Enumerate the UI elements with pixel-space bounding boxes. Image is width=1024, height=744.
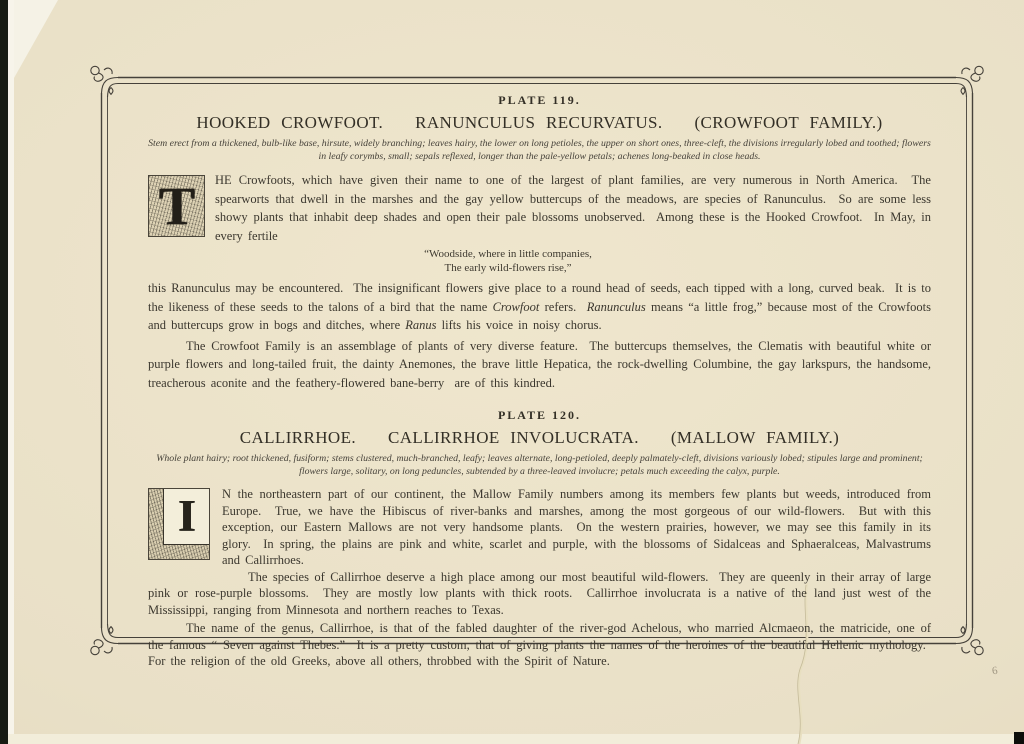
text-segment-italic: Ranus	[405, 318, 437, 332]
plate-119-label: PLATE 119.	[498, 93, 581, 107]
plate-119-botanical-description: Stem erect from a thickened, bulb-like base, hirsute, widely branching; leaves hairy, the lower on long petioles, the upper on short ones, three-cleft, the divisions irregularly lobed and toothed; flowers in leafy corymbs, small; sepals reflexed, longer than the pale-yellow petals; achenes long-beaked in close heads.	[148, 138, 931, 162]
text-column	[148, 93, 931, 670]
dropcap-t-woodcut-icon	[148, 175, 205, 237]
dropcap-panel	[163, 489, 209, 545]
text-segment: lifts his voice in noisy chorus.	[436, 318, 602, 332]
quote-line-2: The early wild-flowers rise,”	[444, 261, 572, 274]
text-segment: N the northeastern part of our continent, the Mallow Family numbers among its members few plants but weeds, introduced from Europe. True, we have the Hibiscus of river-banks and marshes, among the most gorgeous of our wild-flowers. But with this exception, our Eastern Mallows are not very handsome plants. On the western prairies, however, we may see this family in its glory. In spring, the plains are pink and white, scarlet and purple, with the blossoms of Sidalceas and Sphaeralceas, Malvastrums and Callirrhoes.	[222, 487, 931, 567]
text-segment: HE Crowfoots, which have given their name to one of the largest of plant families, are very numerous in North America. The spearworts that dwell in the marshes and the gay yellow buttercups of the meadows, are species of Ranunculus. So are some less showy plants that inhabit deep shades and open their pale blossoms unobserved. Among these is the Hooked Crowfoot. In May, in every fertile	[215, 173, 931, 243]
dropcap-letter: T	[158, 176, 195, 236]
text-segment-italic: Ranunculus	[586, 299, 646, 314]
plate-119-title: HOOKED CROWFOOT. RANUNCULUS RECURVATUS. (CROWFOOT FAMILY.)	[196, 113, 883, 132]
verse-quote	[328, 248, 688, 275]
plate-120-label: PLATE 120.	[497, 408, 582, 422]
plate-119-paragraph-1	[148, 171, 931, 245]
text-segment-italic: Crowfoot	[492, 299, 540, 314]
dropcap-letter: I	[177, 491, 196, 541]
plate-119-paragraph-2	[148, 279, 931, 335]
plate-120-botanical-description: Whole plant hairy; root thickened, fusiform; stems clustered, much-branched, leafy; leaves alternate, long-petioled, deeply palmately-cleft, divisions variously lobed; stipules large and prominent; flowers large, solitary, on long peduncles, subtended by a three-leaved involucre; petals much exceeding the calyx, purple.	[156, 453, 923, 477]
text-segment: refers.	[539, 299, 587, 314]
pencil-mark: 6	[991, 664, 999, 678]
text-segment: means “a little frog,” because most of the Crowfoots and buttercups grow in bogs and ditches, where	[148, 299, 931, 332]
text-segment: this Ranunculus may be encountered. The insignificant flowers give place to a round head of seeds, each tipped with a long, curved beak. It is to the likeness of these seeds to the talons of a bird that the name	[148, 281, 931, 314]
dropcap-i-woodcut-icon	[148, 488, 210, 560]
plate-120-paragraph-1	[148, 486, 931, 569]
plate-120-paragraph-2: The species of Callirrhoe deserve a high place among our most beautiful wild-flowers. They are queenly in their array of large pink or rose-purple blossoms. They are mostly low plants with thick roots. Callirrhoe involucrata is a native of the land just west of the Mississippi, ranging from Minnesota and northern reaches to Texas.	[148, 569, 931, 617]
plate-119-paragraph-3: The Crowfoot Family is an assemblage of plants of very diverse feature. The buttercups themselves, the Clematis with beautiful white or purple flowers and long-tailed fruit, the dainty Anemones, the brave little Hepatica, the rock-dwelling Columbine, the gay larkspurs, the handsome, treacherous aconite and the feathery-flowered bane-berry are of this kindred.	[148, 338, 931, 390]
plate-120-paragraph-3: The name of the genus, Callirrhoe, is that of the fabled daughter of the river-god Achelous, who married Alcmaeon, the matricide, one of the famous “ Seven against Thebes.” It is a pretty custom, that of giving plants the names of the heroines of the beautiful Hellenic mythology. For the religion of the old Greeks, above all others, throbbed with the Spirit of Nature.	[148, 621, 931, 668]
quote-line-1: “Woodside, where in little companies,	[424, 248, 592, 260]
plate-120-title: CALLIRRHOE. CALLIRRHOE INVOLUCRATA. (MALLOW FAMILY.)	[239, 428, 840, 447]
